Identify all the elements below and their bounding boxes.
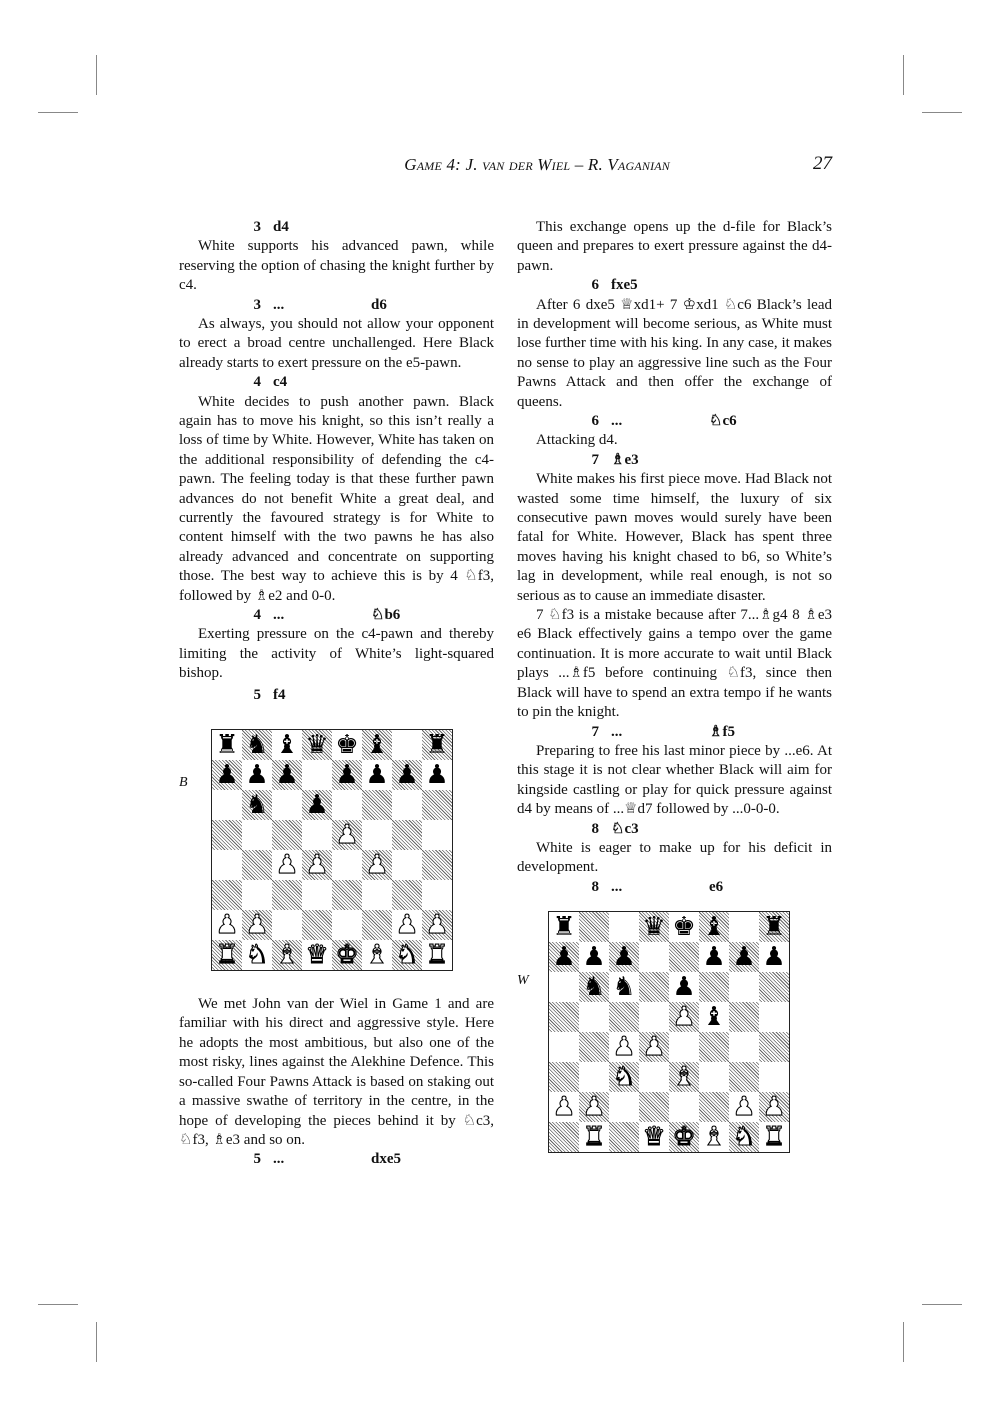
crop-mark (922, 112, 962, 113)
white-king-icon: ♚ (672, 1122, 696, 1153)
board-square (212, 730, 242, 760)
page-number: 27 (813, 153, 832, 174)
white-queen-icon: ♛ (305, 940, 329, 971)
board-square (669, 912, 699, 942)
move-number: 7 (591, 723, 599, 740)
move-ellipsis: ... (611, 413, 623, 430)
white-bishop-icon: ♝ (672, 1062, 696, 1093)
paragraph: As always, you should not allow your opponent to erect a broad centre unchallenged. Here Black already starts to exert pressure on the e5-pawn. (179, 316, 494, 371)
black-pawn-icon: ♟ (305, 790, 329, 821)
board-square (729, 1002, 759, 1032)
black-knight-icon: ♞ (582, 972, 606, 1003)
board-square (549, 1122, 579, 1152)
white-move: d4 (273, 219, 289, 235)
white-move: ♗e3 (611, 451, 639, 468)
board-square (362, 940, 392, 970)
board-square (669, 972, 699, 1002)
white-pawn-icon: ♟ (672, 1002, 696, 1033)
board-square (639, 942, 669, 972)
black-pawn-icon: ♟ (395, 760, 419, 791)
board-square (362, 820, 392, 850)
board-square (699, 1032, 729, 1062)
paragraph: After 6 dxe5 ♕xd1+ 7 ♔xd1 ♘c6 Black’s lead in development will become serious, as White must lose further time with his king. In any case, it makes no sense to play an aggressive line such as the Four Pawns Attack and then offer the exchange of queens. (517, 296, 832, 410)
move-number: 4 (253, 374, 261, 391)
board-square (579, 942, 609, 972)
board-square (212, 850, 242, 880)
board-square (699, 1092, 729, 1122)
board-square (422, 910, 452, 940)
board-square (212, 820, 242, 850)
board-square (332, 730, 362, 760)
black-move: dxe5 (371, 1151, 401, 1168)
board-square (332, 940, 362, 970)
move-number: 6 (591, 413, 599, 430)
board-square (272, 820, 302, 850)
board-square (639, 912, 669, 942)
crop-mark (903, 55, 904, 95)
board-square (242, 760, 272, 790)
board-square (609, 912, 639, 942)
board-square (609, 1032, 639, 1062)
board-square (699, 1122, 729, 1152)
black-pawn-icon: ♟ (582, 942, 606, 973)
move-number: 3 (253, 219, 261, 235)
board-square (669, 942, 699, 972)
white-king-icon: ♚ (335, 940, 359, 971)
white-rook-icon: ♜ (582, 1122, 606, 1153)
side-to-move-label: W (517, 973, 529, 989)
board-square (639, 972, 669, 1002)
board-square (549, 1032, 579, 1062)
board-square (272, 730, 302, 760)
chess-board (548, 911, 790, 1153)
black-pawn-icon: ♟ (335, 760, 359, 791)
black-move: ♗f5 (709, 723, 735, 740)
black-move: ♘c6 (709, 413, 737, 430)
move-number: 4 (253, 607, 261, 624)
crop-mark (38, 112, 78, 113)
move-line (179, 606, 494, 625)
move-ellipsis: ... (273, 296, 285, 313)
black-pawn-icon: ♟ (215, 760, 239, 791)
black-rook-icon: ♜ (215, 730, 239, 761)
move-number: 8 (591, 820, 599, 837)
board-square (729, 1032, 759, 1062)
black-pawn-icon: ♟ (552, 942, 576, 973)
move-number: 5 (253, 1151, 261, 1168)
black-king-icon: ♚ (335, 730, 359, 761)
board-square (669, 1002, 699, 1032)
board-square (699, 942, 729, 972)
move-number: 3 (253, 296, 261, 313)
board-square (729, 1092, 759, 1122)
black-move: d6 (371, 296, 387, 313)
black-bishop-icon: ♝ (702, 912, 726, 943)
board-square (272, 790, 302, 820)
board-square (579, 1032, 609, 1062)
board-square (212, 910, 242, 940)
paragraph: Attacking d4. (536, 432, 618, 449)
board-square (699, 912, 729, 942)
board-square (669, 1122, 699, 1152)
board-square (392, 850, 422, 880)
white-pawn-icon: ♟ (425, 910, 449, 941)
board-square (639, 1092, 669, 1122)
board-square (392, 820, 422, 850)
black-pawn-icon: ♟ (245, 760, 269, 791)
white-pawn-icon: ♟ (215, 910, 239, 941)
white-move: c4 (273, 374, 288, 391)
white-rook-icon: ♜ (215, 940, 239, 971)
white-pawn-icon: ♟ (552, 1092, 576, 1123)
board-square (549, 1092, 579, 1122)
board-square (392, 940, 422, 970)
crop-mark (38, 1304, 78, 1305)
white-queen-icon: ♛ (642, 1122, 666, 1153)
board-square (302, 790, 332, 820)
black-pawn-icon: ♟ (762, 942, 786, 973)
board-square (212, 790, 242, 820)
board-square (422, 820, 452, 850)
right-column (517, 218, 832, 1177)
move-number: 7 (591, 451, 599, 468)
board-square (609, 1092, 639, 1122)
board-square (699, 972, 729, 1002)
black-rook-icon: ♜ (762, 912, 786, 943)
board-square (729, 972, 759, 1002)
board-square (422, 730, 452, 760)
board-square (669, 1092, 699, 1122)
board-square (302, 730, 332, 760)
board-square (609, 1002, 639, 1032)
board-square (579, 1092, 609, 1122)
move-line (179, 686, 494, 705)
board-square (272, 940, 302, 970)
paragraph: We met John van der Wiel in Game 1 and are familiar with his direct and aggressive style. Here he adopts the most ambitious, but also one of the most risky, lines against the Alekhine Defence. This so-called Four Pawns Attack is based on staking out a massive swathe of territory in the centre, in the hope of developing the pieces behind it by ♘c3, ♘f3, ♗e3 and so on. (179, 996, 494, 1148)
board-square (392, 790, 422, 820)
board-square (639, 1002, 669, 1032)
board-square (242, 940, 272, 970)
black-move: e6 (709, 878, 724, 895)
board-square (579, 912, 609, 942)
black-knight-icon: ♞ (245, 730, 269, 761)
board-square (549, 972, 579, 1002)
board-square (302, 820, 332, 850)
paragraph: White decides to push another pawn. Black again has to move his knight, so this isn’t really a loss of time by White. However, White has taken on the additional responsibility of defending the c4-pawn. The feeling today is that these further pawn advances do not benefit White a great deal, and currently the favoured strategy is for White to content himself with the two pawns he has also already advanced and concentrate on supporting those. The best way to achieve this is by 4 ♘f3, followed by ♗e2 and 0-0. (179, 393, 494, 604)
board-square (759, 1062, 789, 1092)
white-bishop-icon: ♝ (365, 940, 389, 971)
board-square (242, 850, 272, 880)
white-pawn-icon: ♟ (365, 850, 389, 881)
white-move: fxe5 (611, 277, 638, 294)
move-line (179, 296, 494, 315)
board-square (639, 1122, 669, 1152)
board-square (759, 1122, 789, 1152)
white-pawn-icon: ♟ (335, 820, 359, 851)
board-square (392, 910, 422, 940)
crop-mark (922, 1304, 962, 1305)
white-pawn-icon: ♟ (275, 850, 299, 881)
board-square (549, 942, 579, 972)
board-square (609, 1062, 639, 1092)
board-square (362, 790, 392, 820)
board-square (242, 910, 272, 940)
white-knight-icon: ♞ (732, 1122, 756, 1153)
black-pawn-icon: ♟ (425, 760, 449, 791)
white-pawn-icon: ♟ (612, 1032, 636, 1063)
board-square (422, 790, 452, 820)
paragraph: Preparing to free his last minor piece by ...e6. At this stage it is not clear whether Black will aim for kingside castling or play for quick pressure against d4 by means of ...♕d7 followed by ...0-0-0. (517, 742, 832, 818)
move-line (517, 412, 832, 431)
board-square (729, 1122, 759, 1152)
board-square (302, 760, 332, 790)
move-ellipsis: ... (273, 1151, 285, 1168)
board-square (332, 760, 362, 790)
crop-mark (903, 1322, 904, 1362)
running-header (0, 155, 1000, 179)
board-square (759, 1002, 789, 1032)
board-square (729, 912, 759, 942)
move-line (179, 218, 494, 237)
move-number: 5 (253, 686, 261, 703)
black-pawn-icon: ♟ (275, 760, 299, 791)
white-rook-icon: ♜ (425, 940, 449, 971)
white-knight-icon: ♞ (612, 1062, 636, 1093)
board-square (422, 850, 452, 880)
white-bishop-icon: ♝ (275, 940, 299, 971)
board-square (272, 760, 302, 790)
move-line (517, 878, 832, 897)
move-line (517, 723, 832, 742)
board-square (212, 940, 242, 970)
board-square (332, 850, 362, 880)
board-square (699, 1062, 729, 1092)
board-square (242, 730, 272, 760)
crop-mark (96, 1322, 97, 1362)
white-pawn-icon: ♟ (582, 1092, 606, 1123)
white-pawn-icon: ♟ (395, 910, 419, 941)
black-pawn-icon: ♟ (702, 942, 726, 973)
crop-mark (96, 55, 97, 95)
board-square (579, 1062, 609, 1092)
black-queen-icon: ♛ (305, 730, 329, 761)
move-ellipsis: ... (611, 878, 623, 895)
board-square (302, 940, 332, 970)
board-square (729, 1062, 759, 1092)
white-knight-icon: ♞ (245, 940, 269, 971)
move-line (517, 820, 832, 839)
board-square (272, 850, 302, 880)
board-square (759, 912, 789, 942)
board-square (242, 790, 272, 820)
board-square (729, 942, 759, 972)
header-title: Game 4: J. van der Wiel – R. Vaganian (404, 155, 670, 174)
black-rook-icon: ♜ (425, 730, 449, 761)
black-bishop-icon: ♝ (275, 730, 299, 761)
paragraph: White is eager to make up for his deficit in development. (517, 839, 832, 876)
black-bishop-icon: ♝ (702, 1002, 726, 1033)
move-line (517, 451, 832, 470)
black-move: ♘b6 (371, 607, 401, 624)
black-bishop-icon: ♝ (365, 730, 389, 761)
board-square (609, 1122, 639, 1152)
paragraph: White makes his first piece move. Had Black not wasted some time himself, the luxury of six consecutive pawn moves would surely have been fatal for White. However, Black has spent three moves having his knight chased to b6, so White’s lag in development, while real enough, is not so serious as to cause an immediate disaster. (517, 471, 832, 604)
board-square (669, 1032, 699, 1062)
black-king-icon: ♚ (672, 912, 696, 943)
board-square (332, 820, 362, 850)
paragraph: White supports his advanced pawn, while reserving the option of chasing the knight further by c4. (179, 238, 494, 294)
board-square (699, 1002, 729, 1032)
board-square (549, 912, 579, 942)
board-square (362, 850, 392, 880)
board-square (302, 850, 332, 880)
white-pawn-icon: ♟ (732, 1092, 756, 1123)
move-number: 6 (591, 277, 599, 294)
black-knight-icon: ♞ (245, 790, 269, 821)
board-square (609, 942, 639, 972)
move-number: 8 (591, 878, 599, 895)
board-square (549, 1002, 579, 1032)
black-pawn-icon: ♟ (612, 942, 636, 973)
board-square (579, 1002, 609, 1032)
side-to-move-label: B (179, 775, 188, 791)
black-pawn-icon: ♟ (365, 760, 389, 791)
board-square (759, 942, 789, 972)
board-square (669, 1062, 699, 1092)
board-square (639, 1032, 669, 1062)
white-pawn-icon: ♟ (305, 850, 329, 881)
paragraph: This exchange opens up the d-file for Black’s queen and prepares to exert pressure against the d4-pawn. (517, 219, 832, 274)
board-square (392, 760, 422, 790)
board-square (392, 730, 422, 760)
board-square (759, 972, 789, 1002)
board-square (422, 760, 452, 790)
board-square (579, 972, 609, 1002)
board-square (609, 972, 639, 1002)
white-pawn-icon: ♟ (642, 1032, 666, 1063)
board-square (242, 820, 272, 850)
move-ellipsis: ... (273, 607, 285, 624)
board-square (759, 1092, 789, 1122)
black-knight-icon: ♞ (612, 972, 636, 1003)
black-pawn-icon: ♟ (732, 942, 756, 973)
black-queen-icon: ♛ (642, 912, 666, 943)
board-square (549, 1062, 579, 1092)
white-move: ♘c3 (611, 820, 639, 837)
board-square (212, 760, 242, 790)
white-move: f4 (273, 686, 286, 703)
board-square (422, 940, 452, 970)
board-square (332, 790, 362, 820)
paragraph: Exerting pressure on the c4-pawn and thereby limiting the activity of White’s light-squared bishop. (179, 626, 494, 682)
board-square (639, 1062, 669, 1092)
black-pawn-icon: ♟ (672, 972, 696, 1003)
board-square (579, 1122, 609, 1152)
white-knight-icon: ♞ (395, 940, 419, 971)
paragraph: 7 ♘f3 is a mistake because after 7...♗g4 8 ♗e3 e6 Black effectively gains a tempo over the game continuation. It is more accurate to wait until Black plays ...♗f5 before continuing ♘f3, since then Black will have to spend an extra tempo if he wants to pin the knight. (517, 607, 832, 721)
white-bishop-icon: ♝ (702, 1122, 726, 1153)
white-pawn-icon: ♟ (245, 910, 269, 941)
black-rook-icon: ♜ (552, 912, 576, 943)
board-square (362, 760, 392, 790)
board-square (362, 730, 392, 760)
move-ellipsis: ... (611, 723, 623, 740)
move-line (179, 373, 494, 392)
white-pawn-icon: ♟ (762, 1092, 786, 1123)
white-rook-icon: ♜ (762, 1122, 786, 1153)
move-line (517, 276, 832, 295)
board-square (759, 1032, 789, 1062)
